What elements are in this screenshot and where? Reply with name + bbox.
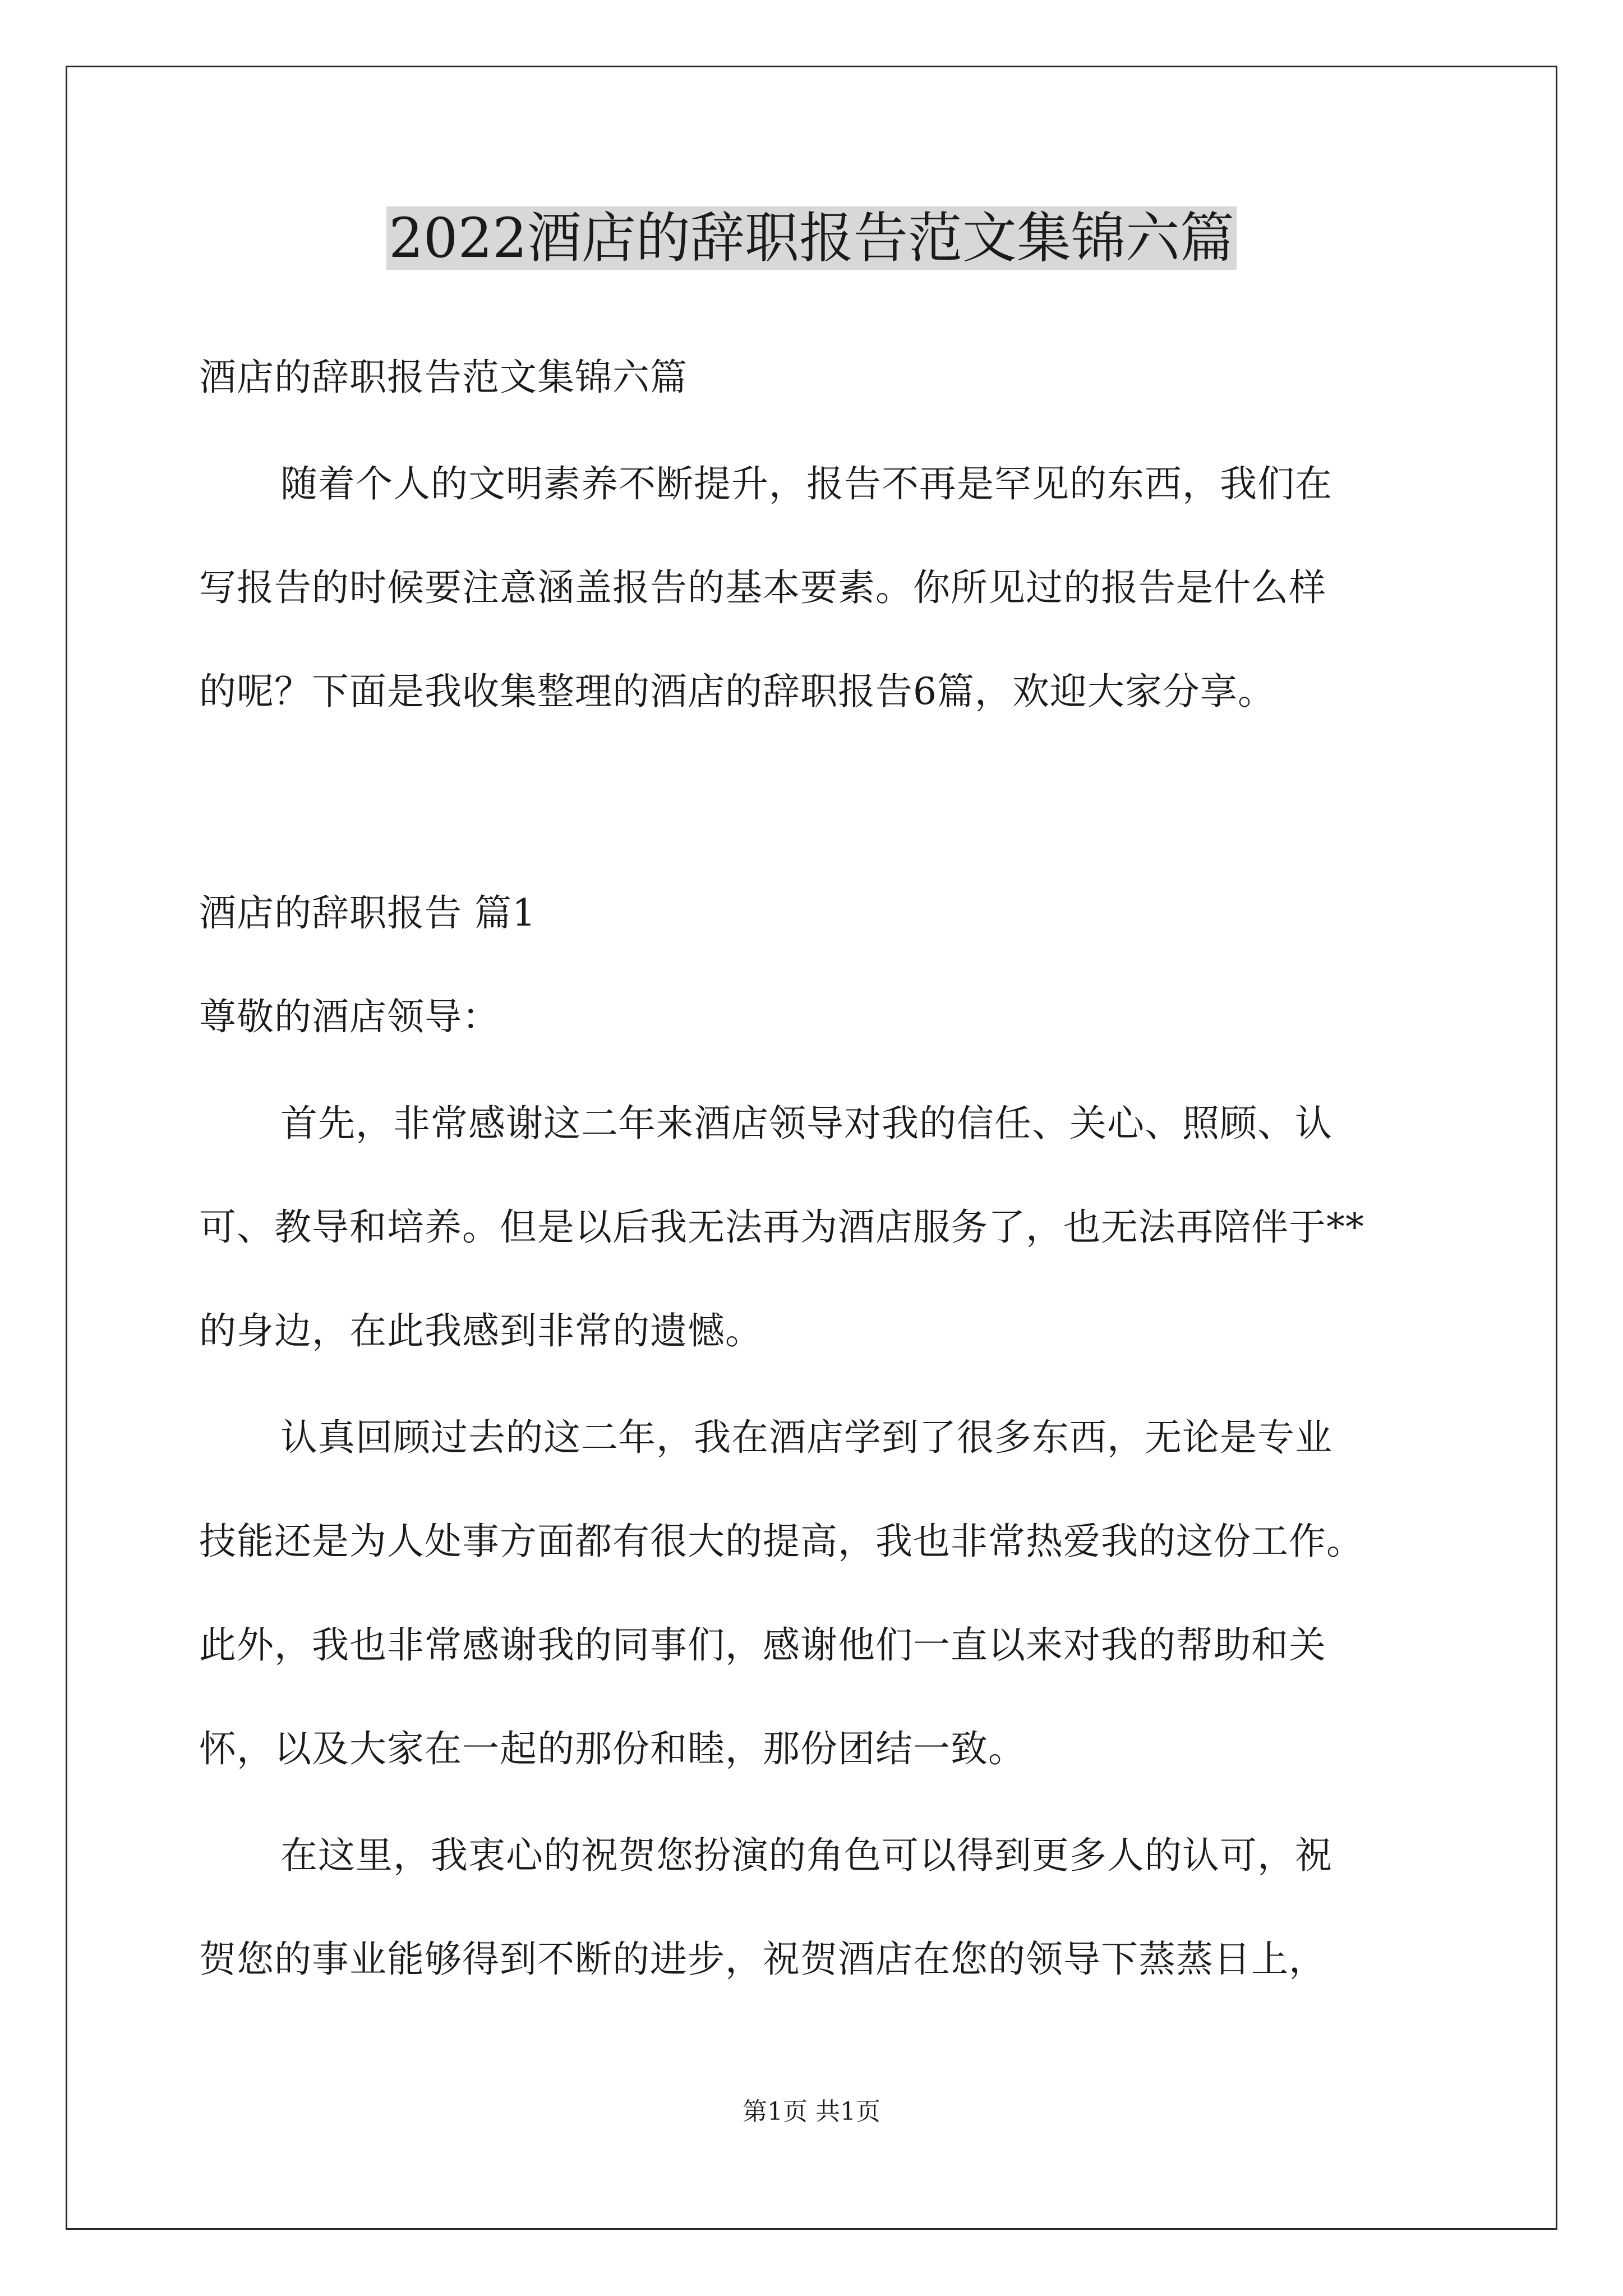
intro-paragraph-line-3: 的呢？下面是我收集整理的酒店的辞职报告6篇，欢迎大家分享。: [199, 670, 1275, 713]
paragraph-2-line-4: 怀，以及大家在一起的那份和睦，那份团结一致。: [199, 1727, 1026, 1770]
document-title-text: 2022酒店的辞职报告范文集锦六篇: [386, 206, 1237, 270]
intro-paragraph-line-2: 写报告的时候要注意涵盖报告的基本要素。你所见过的报告是什么样: [199, 566, 1326, 609]
paragraph-2-line-1: 认真回顾过去的这二年，我在酒店学到了很多东西，无论是专业: [280, 1416, 1332, 1459]
paragraph-1-line-1: 首先，非常感谢这二年来酒店领导对我的信任、关心、照顾、认: [280, 1102, 1332, 1145]
document-title: [0, 199, 1623, 278]
paragraph-2-line-3: 此外，我也非常感谢我的同事们，感谢他们一直以来对我的帮助和关: [199, 1623, 1326, 1667]
paragraph-1-line-2: 可、教导和培养。但是以后我无法再为酒店服务了，也无法再陪伴于**: [199, 1205, 1364, 1249]
intro-paragraph-line-1: 随着个人的文明素养不断提升，报告不再是罕见的东西，我们在: [280, 462, 1332, 505]
paragraph-2-line-2: 技能还是为人处事方面都有很大的提高，我也非常热爱我的这份工作。: [199, 1520, 1364, 1563]
section-heading: 酒店的辞职报告 篇1: [199, 891, 536, 935]
page-footer: 第1页 共1页: [743, 2097, 880, 2126]
paragraph-3-line-2: 贺您的事业能够得到不断的进步，祝贺酒店在您的领导下蒸蒸日上，: [199, 1938, 1326, 1981]
subtitle-line: 酒店的辞职报告范文集锦六篇: [199, 356, 688, 399]
paragraph-1-line-3: 的身边，在此我感到非常的遗憾。: [199, 1309, 763, 1352]
paragraph-3-line-1: 在这里，我衷心的祝贺您扮演的角色可以得到更多人的认可，祝: [280, 1834, 1332, 1877]
salutation-line: 尊敬的酒店领导：: [199, 995, 500, 1038]
